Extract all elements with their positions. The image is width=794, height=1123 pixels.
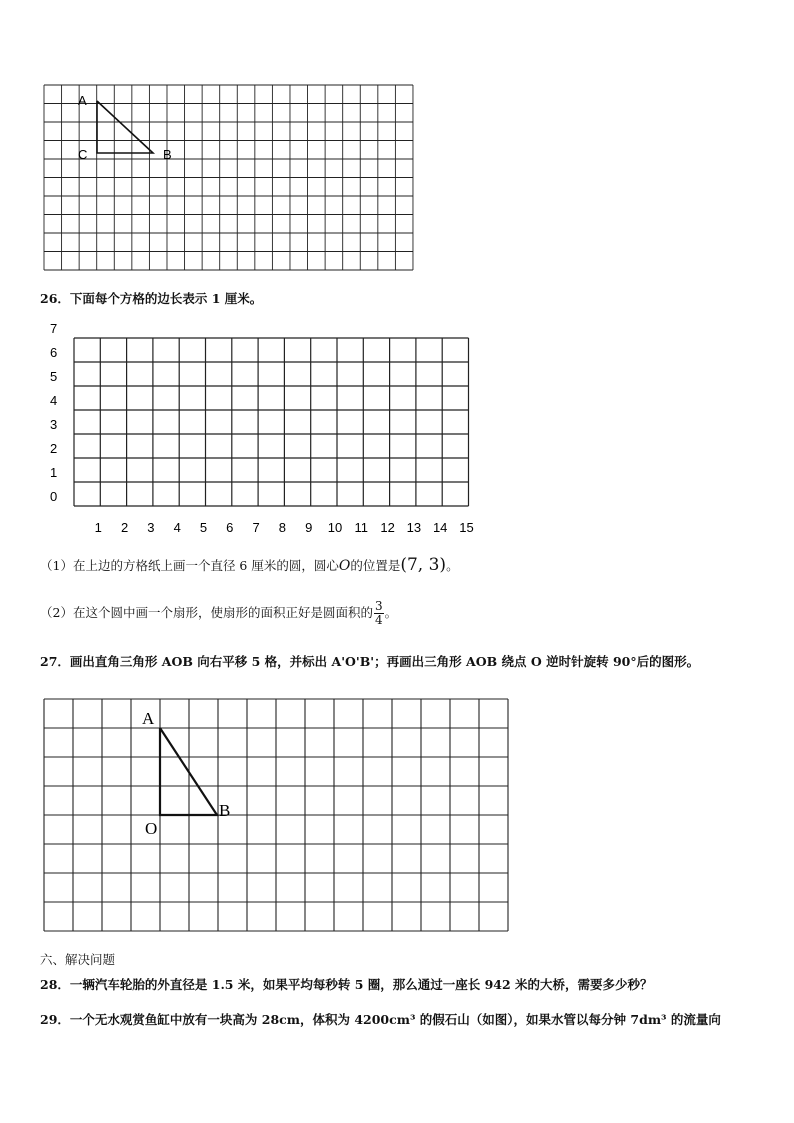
q28-text: 28．一辆汽车轮胎的外直径是 1.5 米，如果平均每秒转 5 圈，那么通过一座长 942 米的大桥，需要多少秒？ (40, 977, 653, 992)
label-o: O (145, 819, 158, 838)
grid-q27-lines (44, 699, 508, 931)
x-tick-label: 3 (147, 520, 155, 535)
q26-sub1-coord: (7, 3) (400, 555, 447, 575)
q26-sub2-prefix: （2）在这个圆中画一个扇形，使扇形的面积正好是圆面积的 (40, 605, 373, 620)
y-tick-label: 3 (50, 417, 58, 432)
q29-text: 29．一个无水观赏鱼缸中放有一块高为 28cm，体积为 4200cm³ 的假石山（如图），如果水管以每分钟 7dm³ 的流量向 (40, 1012, 721, 1027)
grid-q26-x-labels (95, 520, 474, 535)
grid-top-lines (44, 85, 413, 270)
y-tick-label: 0 (50, 489, 58, 504)
grid-q26-lines (74, 338, 469, 506)
q26-sub1-mid: 的位置是 (350, 558, 401, 573)
x-tick-label: 10 (327, 520, 343, 535)
q26-sub1 (40, 557, 459, 574)
y-tick-label: 5 (50, 369, 58, 384)
fraction-denominator: 4 (374, 613, 383, 627)
grid-q26-y-labels (50, 321, 57, 504)
label-a: A (142, 709, 155, 728)
x-tick-label: 7 (252, 520, 260, 535)
q27-title: 27．画出直角三角形 AOB 向右平移 5 格，并标出 A'O'B'；再画出三角形 AOB 绕点 O 逆时针旋转 90°后的图形。 (40, 654, 700, 669)
x-tick-label: 13 (406, 520, 422, 535)
grid-q27 (0, 690, 794, 940)
x-tick-label: 4 (173, 520, 181, 535)
y-tick-label: 7 (50, 321, 58, 336)
y-tick-label: 2 (50, 441, 58, 456)
x-tick-label: 15 (459, 520, 474, 535)
q26-sub2-suffix: 。 (384, 605, 398, 620)
triangle-acb (97, 101, 153, 153)
label-b: B (163, 147, 172, 162)
grid-q26 (0, 320, 794, 535)
q26-title: 26．下面每个方格的边长表示 1 厘米。 (40, 291, 263, 306)
q26-sub1-prefix: （1）在上边的方格纸上画一个直径 6 厘米的圆，圆心 (40, 558, 339, 573)
x-tick-label: 11 (354, 520, 369, 535)
x-tick-label: 6 (226, 520, 234, 535)
y-tick-label: 1 (50, 465, 58, 480)
fraction-three-quarters (374, 600, 384, 627)
q26-sub1-var: O (338, 558, 351, 574)
y-tick-label: 4 (50, 393, 58, 408)
x-tick-label: 12 (380, 520, 395, 535)
grid-top (0, 0, 794, 280)
label-a: A (78, 93, 87, 108)
label-c: C (78, 147, 88, 162)
x-tick-label: 5 (199, 520, 208, 535)
x-tick-label: 2 (120, 520, 129, 535)
x-tick-label: 9 (305, 520, 313, 535)
x-tick-label: 1 (94, 520, 102, 535)
section-six-title: 六、解决问题 (40, 952, 116, 967)
q26-sub2 (40, 598, 397, 628)
fraction-numerator: 3 (374, 599, 383, 613)
y-tick-label: 6 (50, 345, 58, 360)
label-b: B (219, 801, 231, 820)
q26-sub1-suffix: 。 (446, 558, 459, 573)
x-tick-label: 8 (278, 520, 287, 535)
x-tick-label: 14 (432, 520, 448, 535)
